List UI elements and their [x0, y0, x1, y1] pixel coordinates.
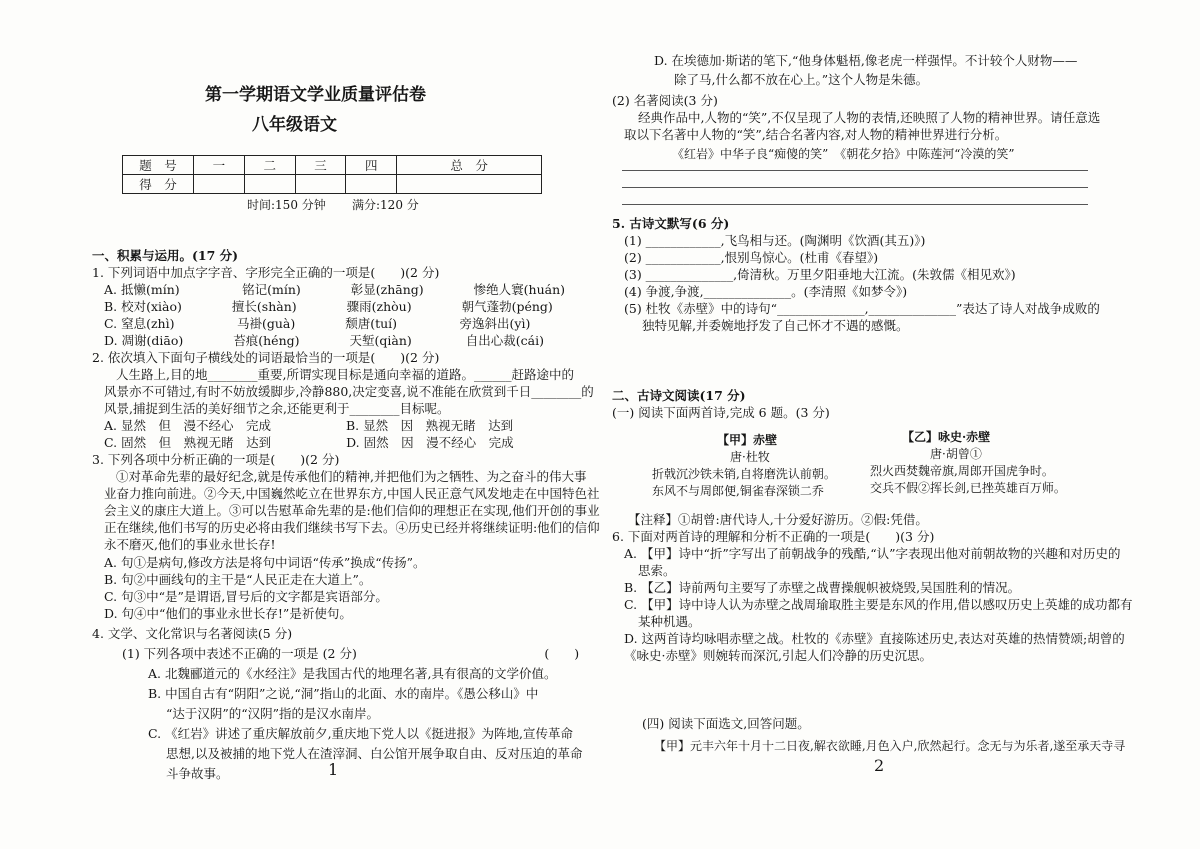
- question-text: 6. 下面对两首诗的理解和分析不正确的一项是( )(3 分): [612, 529, 935, 544]
- recite-item: 独特见解,并委婉地抒发了自己怀才不遇的感慨。: [642, 318, 909, 333]
- annotation-text: 【注释】①胡曾:唐代诗人,十分爱好游历。②假:凭借。: [628, 512, 928, 527]
- option-text: C. 《红岩》讲述了重庆解放前夕,重庆地下党人以《挺进报》为阵地,宣传革命: [148, 726, 574, 741]
- option-text: “达于汉阴”的“汉阴”指的是汉水南岸。: [166, 706, 380, 721]
- option-text: C. 【甲】诗中诗人认为赤壁之战周瑜取胜主要是东风的作用,借以感叹历史上英雄的成功都有: [624, 597, 1133, 612]
- score-header-cell: 一: [194, 156, 245, 175]
- option-text: B. 【乙】诗前两句主要写了赤壁之战曹操舰帜被烧毁,吴国胜利的情况。: [624, 580, 1021, 595]
- score-header-cell: 四: [346, 156, 397, 175]
- passage-text: 经典作品中,人物的“笑”,不仅呈现了人物的表情,还映照了人物的精神世界。请任意选: [638, 110, 1101, 125]
- option-text: A. 北魏郦道元的《水经注》是我国古代的地理名著,具有很高的文学价值。: [148, 666, 557, 681]
- page-number: 2: [874, 756, 885, 775]
- passage-text: 会主义的康庄大道上。③可以告慰革命先辈的是:他们信仰的理想正在实现,他们开创的事业: [104, 503, 600, 518]
- poem-b-line: 交兵不假②挥长剑,已挫英雄百万师。: [870, 481, 1066, 495]
- score-header-cell: 三: [295, 156, 346, 175]
- section-heading: 一、积累与运用。(17 分): [92, 248, 239, 263]
- option-text: A. 抵懒(mín) 铭记(mín) 彰显(zhāng) 惨绝人寰(huán): [104, 282, 566, 297]
- book-prompt: 《红岩》中华子良“痴傻的笑” 《朝花夕拾》中陈莲河“冷漠的笑”: [672, 147, 1015, 161]
- score-header-cell: 二: [244, 156, 295, 175]
- poem-b-title: 【乙】咏史·赤壁: [902, 430, 991, 444]
- option-text: D. 这两首诗均咏唱赤壁之战。杜牧的《赤壁》直接陈述历史,表达对英雄的热情赞颂;胡曾的: [624, 631, 1125, 646]
- recite-item: (2) ____________,恨别鸟惊心。(杜甫《春望》): [624, 250, 879, 265]
- option-text: 除了马,什么都不放在心上。”这个人物是朱德。: [674, 72, 929, 87]
- exam-time: 时间:150 分钟: [247, 198, 326, 212]
- recite-item: (3) ______________,倚清秋。万里夕阳垂地大江流。(朱敦儒《相见欢》): [624, 267, 1016, 282]
- recite-item: (1) ____________,飞鸟相与还。(陶渊明《饮酒(其五)》): [624, 233, 926, 248]
- score-cell: [244, 175, 295, 194]
- option-text: D. 在埃德加·斯诺的笔下,“他身体魁梧,像老虎一样强悍。不计较个人财物——: [654, 53, 1078, 68]
- answer-line: [622, 204, 1088, 205]
- passage-text: 永不磨灭,他们的事业永世长存!: [104, 537, 276, 552]
- score-header-cell: 总 分: [397, 156, 542, 175]
- poem-a-author: 唐·杜牧: [730, 450, 770, 464]
- score-cell: [295, 175, 346, 194]
- option-text: 《咏史·赤壁》则婉转而深沉,引起人们冷静的历史沉思。: [624, 648, 932, 663]
- poem-b-line: 烈火西焚魏帝旗,周郎开国虎争时。: [870, 464, 1054, 478]
- poem-b-author: 唐·胡曾①: [930, 447, 982, 461]
- question-text: (一) 阅读下面两首诗,完成 6 题。(3 分): [612, 405, 830, 420]
- passage-text: 【甲】元丰六年十月十二日夜,解衣欲睡,月色入户,欣然起行。念无与为乐者,遂至承天寺寻: [654, 739, 1126, 753]
- passage-text: 业奋力推向前进。②今天,中国巍然屹立在世界东方,中国人民正意气风发地走在中国特色社: [104, 486, 600, 501]
- answer-line: [622, 170, 1088, 171]
- poem-a-line: 东风不与周郎便,铜雀春深锁二乔: [652, 484, 824, 498]
- option-text: B. 句②中画线句的主干是“人民正走在大道上”。: [104, 572, 372, 587]
- passage-text: ①对革命先辈的最好纪念,就是传承他们的精神,并把他们为之牺牲、为之奋斗的伟大事: [116, 469, 587, 484]
- score-row-label: 得 分: [123, 175, 194, 194]
- option-text: A. 显然 但 漫不经心 完成 B. 显然 因 熟视无睹 达到: [104, 418, 514, 433]
- question-text: (2) 名著阅读(3 分): [612, 93, 718, 108]
- question-text: 2. 依次填入下面句子横线处的词语最恰当的一项是( )(2 分): [92, 350, 440, 365]
- option-text: 斗争故事。: [166, 766, 229, 781]
- passage-text: 风景亦不可错过,有时不妨放缓脚步,冷静880,决定变喜,说不准能在欣赏到千日________的: [104, 384, 594, 399]
- option-text: C. 句③中“是”是谓语,冒号后的文字都是宾语部分。: [104, 589, 388, 604]
- recite-item: (4) 争渡,争渡,______________。(李清照《如梦令》): [624, 284, 908, 299]
- option-text: D. 凋谢(diāo) 苔痕(héng) 天堑(qiàn) 自出心裁(cái): [104, 333, 544, 348]
- option-text: B. 校对(xiào) 擅长(shàn) 骤雨(zhòu) 朝气蓬勃(péng): [104, 299, 553, 314]
- score-cell: [194, 175, 245, 194]
- option-text: C. 固然 但 熟视无睹 达到 D. 固然 因 漫不经心 完成: [104, 435, 514, 450]
- question-text: 3. 下列各项中分析正确的一项是( )(2 分): [92, 452, 340, 467]
- question-text: 1. 下列词语中加点字字音、字形完全正确的一项是( )(2 分): [92, 265, 440, 280]
- score-table: [122, 155, 542, 194]
- answer-line: [622, 187, 1088, 188]
- passage-text: 取以下名著中人物的“笑”,结合名著内容,对人物的精神世界进行分析。: [624, 127, 1008, 142]
- recite-item: (5) 杜牧《赤壁》中的诗句“______________,______________”表达了诗人对战争成败的: [624, 301, 1100, 316]
- question-text: 5. 古诗文默写(6 分): [612, 216, 730, 231]
- exam-title: 第一学期语文学业质量评估卷: [205, 85, 426, 105]
- score-cell: [346, 175, 397, 194]
- page-number: 1: [328, 760, 339, 779]
- question-text: (1) 下列各项中表述不正确的一项是 (2 分) ( ): [122, 646, 580, 661]
- section-heading: 二、古诗文阅读(17 分): [612, 388, 746, 403]
- passage-text: 风景,捕捉到生活的美好细节之余,还能更利于________目标呢。: [104, 401, 450, 416]
- score-cell: [397, 175, 542, 194]
- poem-a-title: 【甲】赤壁: [717, 433, 778, 447]
- option-text: 思想,以及被捕的地下党人在渣滓洞、白公馆开展争取自由、反对压迫的革命: [166, 746, 583, 761]
- question-text: 4. 文学、文化常识与名著阅读(5 分): [92, 626, 293, 641]
- option-text: C. 窒息(zhì) 马褂(guà) 颓唐(tuí) 旁逸斜出(yì): [104, 316, 531, 331]
- option-text: A. 句①是病句,修改方法是将句中词语“传承”换成“传扬”。: [104, 555, 426, 570]
- exam-full-score: 满分:120 分: [352, 198, 419, 212]
- exam-subtitle: 八年级语文: [252, 115, 337, 135]
- option-text: 思索。: [638, 563, 676, 578]
- score-header-cell: 题 号: [123, 156, 194, 175]
- poem-a-line: 折戟沉沙铁未销,自将磨洗认前朝。: [652, 467, 836, 481]
- passage-text: 正在继续,他们书写的历史必将由我们继续书写下去。④历史已经并将继续证明:他们的信仰: [104, 520, 600, 535]
- option-text: 某种机遇。: [638, 614, 701, 629]
- option-text: B. 中国自古有“阴阳”之说,“洞”指山的北面、水的南岸。《愚公移山》中: [148, 686, 539, 701]
- passage-text: 人生路上,目的地________重要,所谓实现目标是通向幸福的道路。______赶路途中的: [116, 367, 574, 382]
- option-text: D. 句④中“他们的事业永世长存!”是祈使句。: [104, 606, 352, 621]
- question-text: (四) 阅读下面选文,回答问题。: [642, 716, 810, 731]
- option-text: A. 【甲】诗中“折”字写出了前朝战争的残酷,“认”字表现出他对前朝故物的兴趣和对历史的: [624, 546, 1121, 561]
